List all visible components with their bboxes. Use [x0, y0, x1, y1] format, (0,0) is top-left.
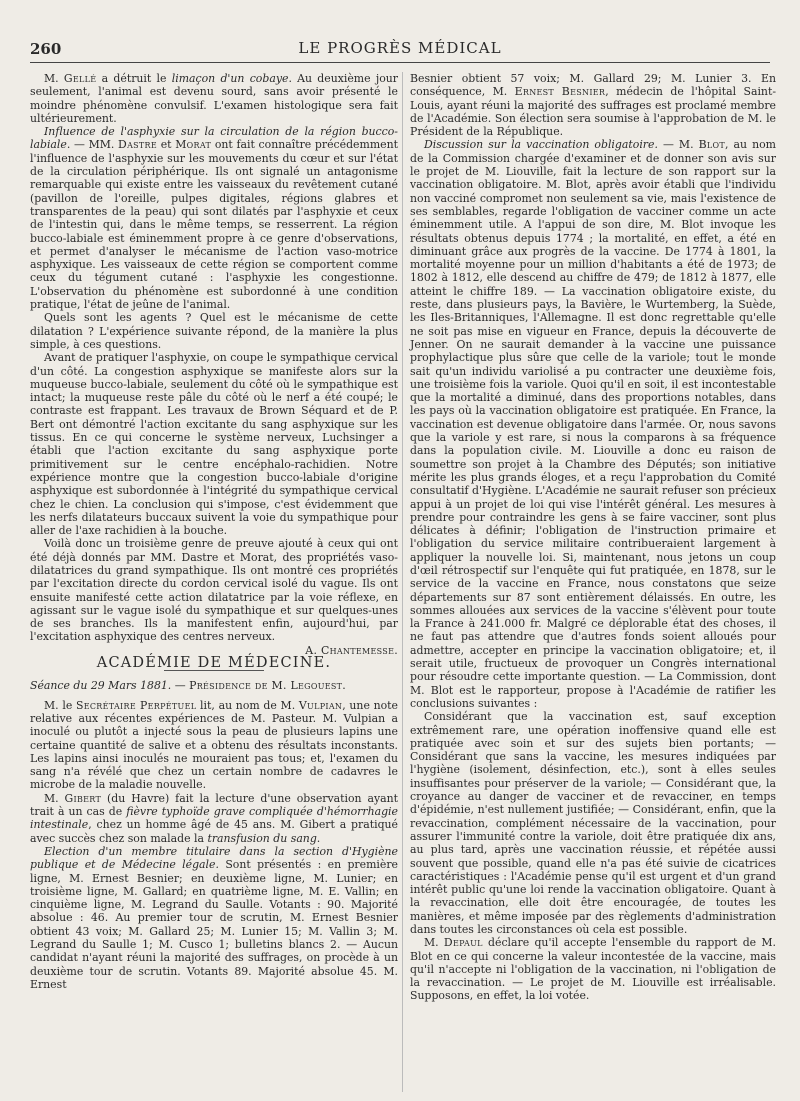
- paragraph-experience: Avant de pratiquer l'asphyxie, on coupe le sympathique cervical d'un côté. La congestion asphyxique se manifeste alors sur la muqueuse bucco-labiale, seulement du côté où le sympathique est intact; la muqueuse reste pâle du côté où le nerf a été coupé; le contraste est frappant. Les travaux de Brown Séquard et de P. Bert ont démontré l'action excitante du sang asphyxique sur les tissus. En ce qui concerne le système nerveux, Luchsinger a établi que l'action excitante du sang asphyxique porte primitivement sur le centre encéphalo-rachidien. Notre expérience montre que la congestion bucco-labiale d'origine asphyxique est subordonnée à l'intégrité du sympathique cervical chez le chien. La conclusion qui s'impose, c'est évidemment que les nerfs dilatateurs buccaux suivent la voie du sympathique pour aller de l'axe rachidien à la bouche.: [30, 351, 398, 538]
- author-gelle: Gellé: [63, 72, 97, 85]
- page-header: [30, 38, 770, 63]
- paragraph-gibert: M. Gibert (du Havre) fait la lecture d'une observation ayant trait à un cas de fièvre typhoïde grave compliquée d'hémorrhagie intestinale, chez un homme âgé de 45 ans. M. Gibert a pratiqué avec succès chez son malade la transfusion du sang.: [30, 791, 398, 845]
- section-heading-asphyxie: Influence de l'asphyxie sur la circulation de la région bucco-labiale: [30, 125, 398, 152]
- journal-title: LE PROGRÈS MÉDICAL: [298, 39, 502, 57]
- paragraph-election: Election d'un membre titulaire dans la section d'Hygiène publique et de Médecine légale. Sont présentés : en première ligne, M. Ernest Besnier; en deuxième ligne, M. Lunier; en troisième ligne, M. Gallard; en quatrième ligne, M. E. Vallin; en cinquième ligne, M. Legrand du Saulle. Votants : 90. Majorité absolue : 46. Au premier tour de scrutin, M. Ernest Besnier obtient 43 voix; M. Gallard 25; M. Lunier 15; M. Vallin 3; M. Legrand du Saulle 1; M. Cusco 1; bulletins blancs 2. — Aucun candidat n'ayant réuni la majorité des suffrages, on procède à un deuxième tour de scrutin. Votants 89. Majorité absolue 45. M. Ernest: [30, 844, 398, 991]
- paragraph-preuve: Voilà donc un troisième genre de preuve ajouté à ceux qui ont été déjà donnés par MM. Dastre et Morat, des propriétés vaso-dilatatrices du grand sympathique. Ils ont montré ces propriétés par l'excitation directe du cordon cervical isolé du vague. Ils ont ensuite manifesté cette action dilatatrice par la voie réflexe, en agissant sur le vague isolé du sympathique et sur quelques-unes de ses branches. Ils la manifestent enfin, aujourd'hui, par l'excitation asphyxique des centres nerveux.: [30, 537, 398, 644]
- paragraph-depaul: M. Depaul déclare qu'il accepte l'ensemble du rapport de M. Blot en ce qui concerne la valeur incontestée de la vaccine, mais qu'il n'accepte ni l'obligation de la vaccination, ni l'obligation de la revaccination. — Le projet de M. Liouville est irréalisable. Supposons, en effet, la loi votée.: [410, 936, 776, 1003]
- academy-title: ACADÉMIE DE MÉDECINE.: [96, 655, 332, 672]
- column-divider: [402, 72, 403, 1092]
- left-column: [30, 72, 398, 991]
- section-heading-election: Election d'un membre titulaire dans la section d'Hygiène publique et de Médecine légale.: [30, 844, 398, 872]
- paragraph-gelle: M. Gellé a détruit le limaçon d'un cobaye. Au deuxième jour seulement, l'animal est devenu sourd, sans avoir présenté le moindre phénomène convulsif. L'examen histologique sera fait ultérieurement.: [30, 72, 398, 125]
- paragraph-vulpian: M. le Secrétaire Perpétuel lit, au nom de M. Vulpian, une note relative aux récentes expériences de M. Pasteur. M. Vulpian a inoculé ou plutôt a injecté sous la peau de plusieurs lapins une certaine quantité de salive et a obtenu des résultats inconstants. Les lapins ainsi inoculés ne mouraient pas tous; et, l'examen du sang n'a révélé que chez un certain nombre de cadavres le microbe de la maladie nouvelle.: [30, 698, 398, 792]
- section-heading-vaccination: Discussion sur la vaccination obligatoire.: [424, 138, 658, 152]
- paragraph-questions: Quels sont les agents ? Quel est le mécanisme de cette dilatation ? L'expérience suivante répond, de la manière la plus simple, à ces questions.: [30, 311, 398, 351]
- paragraph-discussion: Discussion sur la vaccination obligatoire. — M. Blot, au nom de la Commission chargée d'examiner et de donner son avis sur le projet de M. Liouville, fait la lecture de son rapport sur la vaccination obligatoire. M. Blot, après avoir établi que l'individu non vacciné compromet non seulement sa vie, mais l'existence de ses semblables, regarde l'obligation de vacciner comme un acte éminemment utile. A l'appui de son dire, M. Blot invoque les résultats obtenus depuis 1774 ; la mortalité, en effet, a été en diminuant grâce aux progrès de la vaccine. De 1774 à 1801, la mortalité moyenne pour un million d'habitants a été de 1973; de 1802 à 1812, elle descend au chiffre de 479; de 1812 à 1877, elle atteint le chiffre 189. — La vaccination obligatoire existe, du reste, dans plusieurs pays, la Bavière, le Wurtemberg, la Suède, les Iles-Britanniques, l'Allemagne. Il est donc regrettable qu'elle ne soit pas mise en vigueur en France, depuis la découverte de Jenner. On ne saurait demander à la vaccine une puissance prophylactique plus sûre que celle de la variole; tout le monde sait qu'un individu variolisé a pu contracter une deuxième fois, une troisième fois la variole. Quoi qu'il en soit, il est incontestable que la mortalité a diminué, dans des proportions notables, dans les pays où la vaccination obligatoire est pratiquée. En France, la vaccination est devenue obligatoire dans l'armée. Or, nous savons que la variole y est rare, si nous la comparons à sa fréquence dans la population civile. M. Liouville a donc eu raison de soumettre son projet à la Chambre des Députés; son initiative mérite les plus grands éloges, et a reçu l'approbation du Comité consultatif d'Hygiène. L'Académie ne saurait refuser son précieux appui à un projet de loi qui vise l'intérêt général. Les mesures à prendre pour contraindre les gens à se faire vacciner, sont plus délicates à définir; l'obligation de l'instruction primaire et l'obligation du service militaire contribueraient largement à appliquer la nouvelle loi. Si, maintenant, nous jetons un coup d'œil rétrospectif sur l'enquête qui fut pratiquée, en 1878, sur le service de la vaccine en France, nous constatons que seize départements sur 87 sont entièrement délaissés. En outre, les sommes allouées aux services de la vaccine s'élèvent pour toute la France à 241.000 fr. Malgré ce déplorable état des choses, il ne faut pas attendre que d'autres fonds soient alloués pour admettre, accepter en principe la vaccination obligatoire; et, il serait utile, fructueux de provoquer un Congrès international pour résoudre cette importante question. — La Commission, dont M. Blot est le rapporteur, propose à l'Académie de ratifier les conclusions suivantes :: [410, 138, 776, 710]
- right-column: [410, 72, 776, 1003]
- paragraph-considerant: Considérant que la vaccination est, sauf exception extrêmement rare, une opération inoffensive quand elle est pratiquée avec soin et sur des sujets bien portants; — Considérant que sans la vaccine, les mesures indiquées par l'hygiène (isolement, désinfection, etc.), sont à elles seules insuffisantes pour préserver de la variole; — Considérant que, la croyance au danger de vacciner et de revacciner, en temps d'épidémie, n'est nullement justifiée; — Considérant, enfin, que la revaccination, complément nécessaire de la vaccination, pour assurer l'immunité contre la variole, doit être pratiquée dix ans, au plus tard, après une vaccination réussie, et répétée aussi souvent que possible, quand elle n'a pas été suivie de cicatrices caractéristiques : l'Académie pense qu'il est urgent et d'un grand intérêt public qu'une loi rende la vaccination obligatoire. Quant à la revaccination, elle doit être encouragée, de toutes les manières, et même imposée par des règlements d'administration dans toutes les circonstances où cela est possible.: [410, 710, 776, 936]
- signature-chantemesse: A. Chantemesse.: [305, 643, 398, 657]
- paragraph-besnier: Besnier obtient 57 voix; M. Gallard 29; M. Lunier 3. En conséquence, M. Ernest Besnier, médecin de l'hôpital Saint-Louis, ayant réuni la majorité des suffrages est proclamé membre de l'Académie. Son élection sera soumise à l'approbation de M. le Président de la République.: [410, 72, 776, 139]
- paragraph-asphyxie: Influence de l'asphyxie sur la circulation de la région bucco-labiale. — MM. Dastre et Morat ont fait connaître précédemment l'influence de l'asphyxie sur les mouvements du cœur et sur l'état de la circulation périphérique. Ils ont signalé un antagonisme remarquable qui existe entre les vaisseaux du revêtement cutané (pavillon de l'oreille, pulpes digitales, régions glabres et transparentes de la peau) qui sont dilatés par l'asphyxie et ceux de l'intestin qui, dans le même temps, se resserrent. La région bucco-labiale est éminemment propre à ce genre d'observations, et permet d'analyser le mécanisme de l'action vaso-motrice asphyxique. Les vaisseaux de cette région se comportent comme ceux du tégument cutané : l'asphyxie les congestionne. L'observation du phénomène est subordonné à une condition pratique, l'état de jeûne de l'animal.: [30, 125, 398, 312]
- seance-line: Séance du 29 Mars 1881. — Présidence de M. Legouest.: [30, 679, 347, 693]
- page-number: 260: [30, 40, 62, 58]
